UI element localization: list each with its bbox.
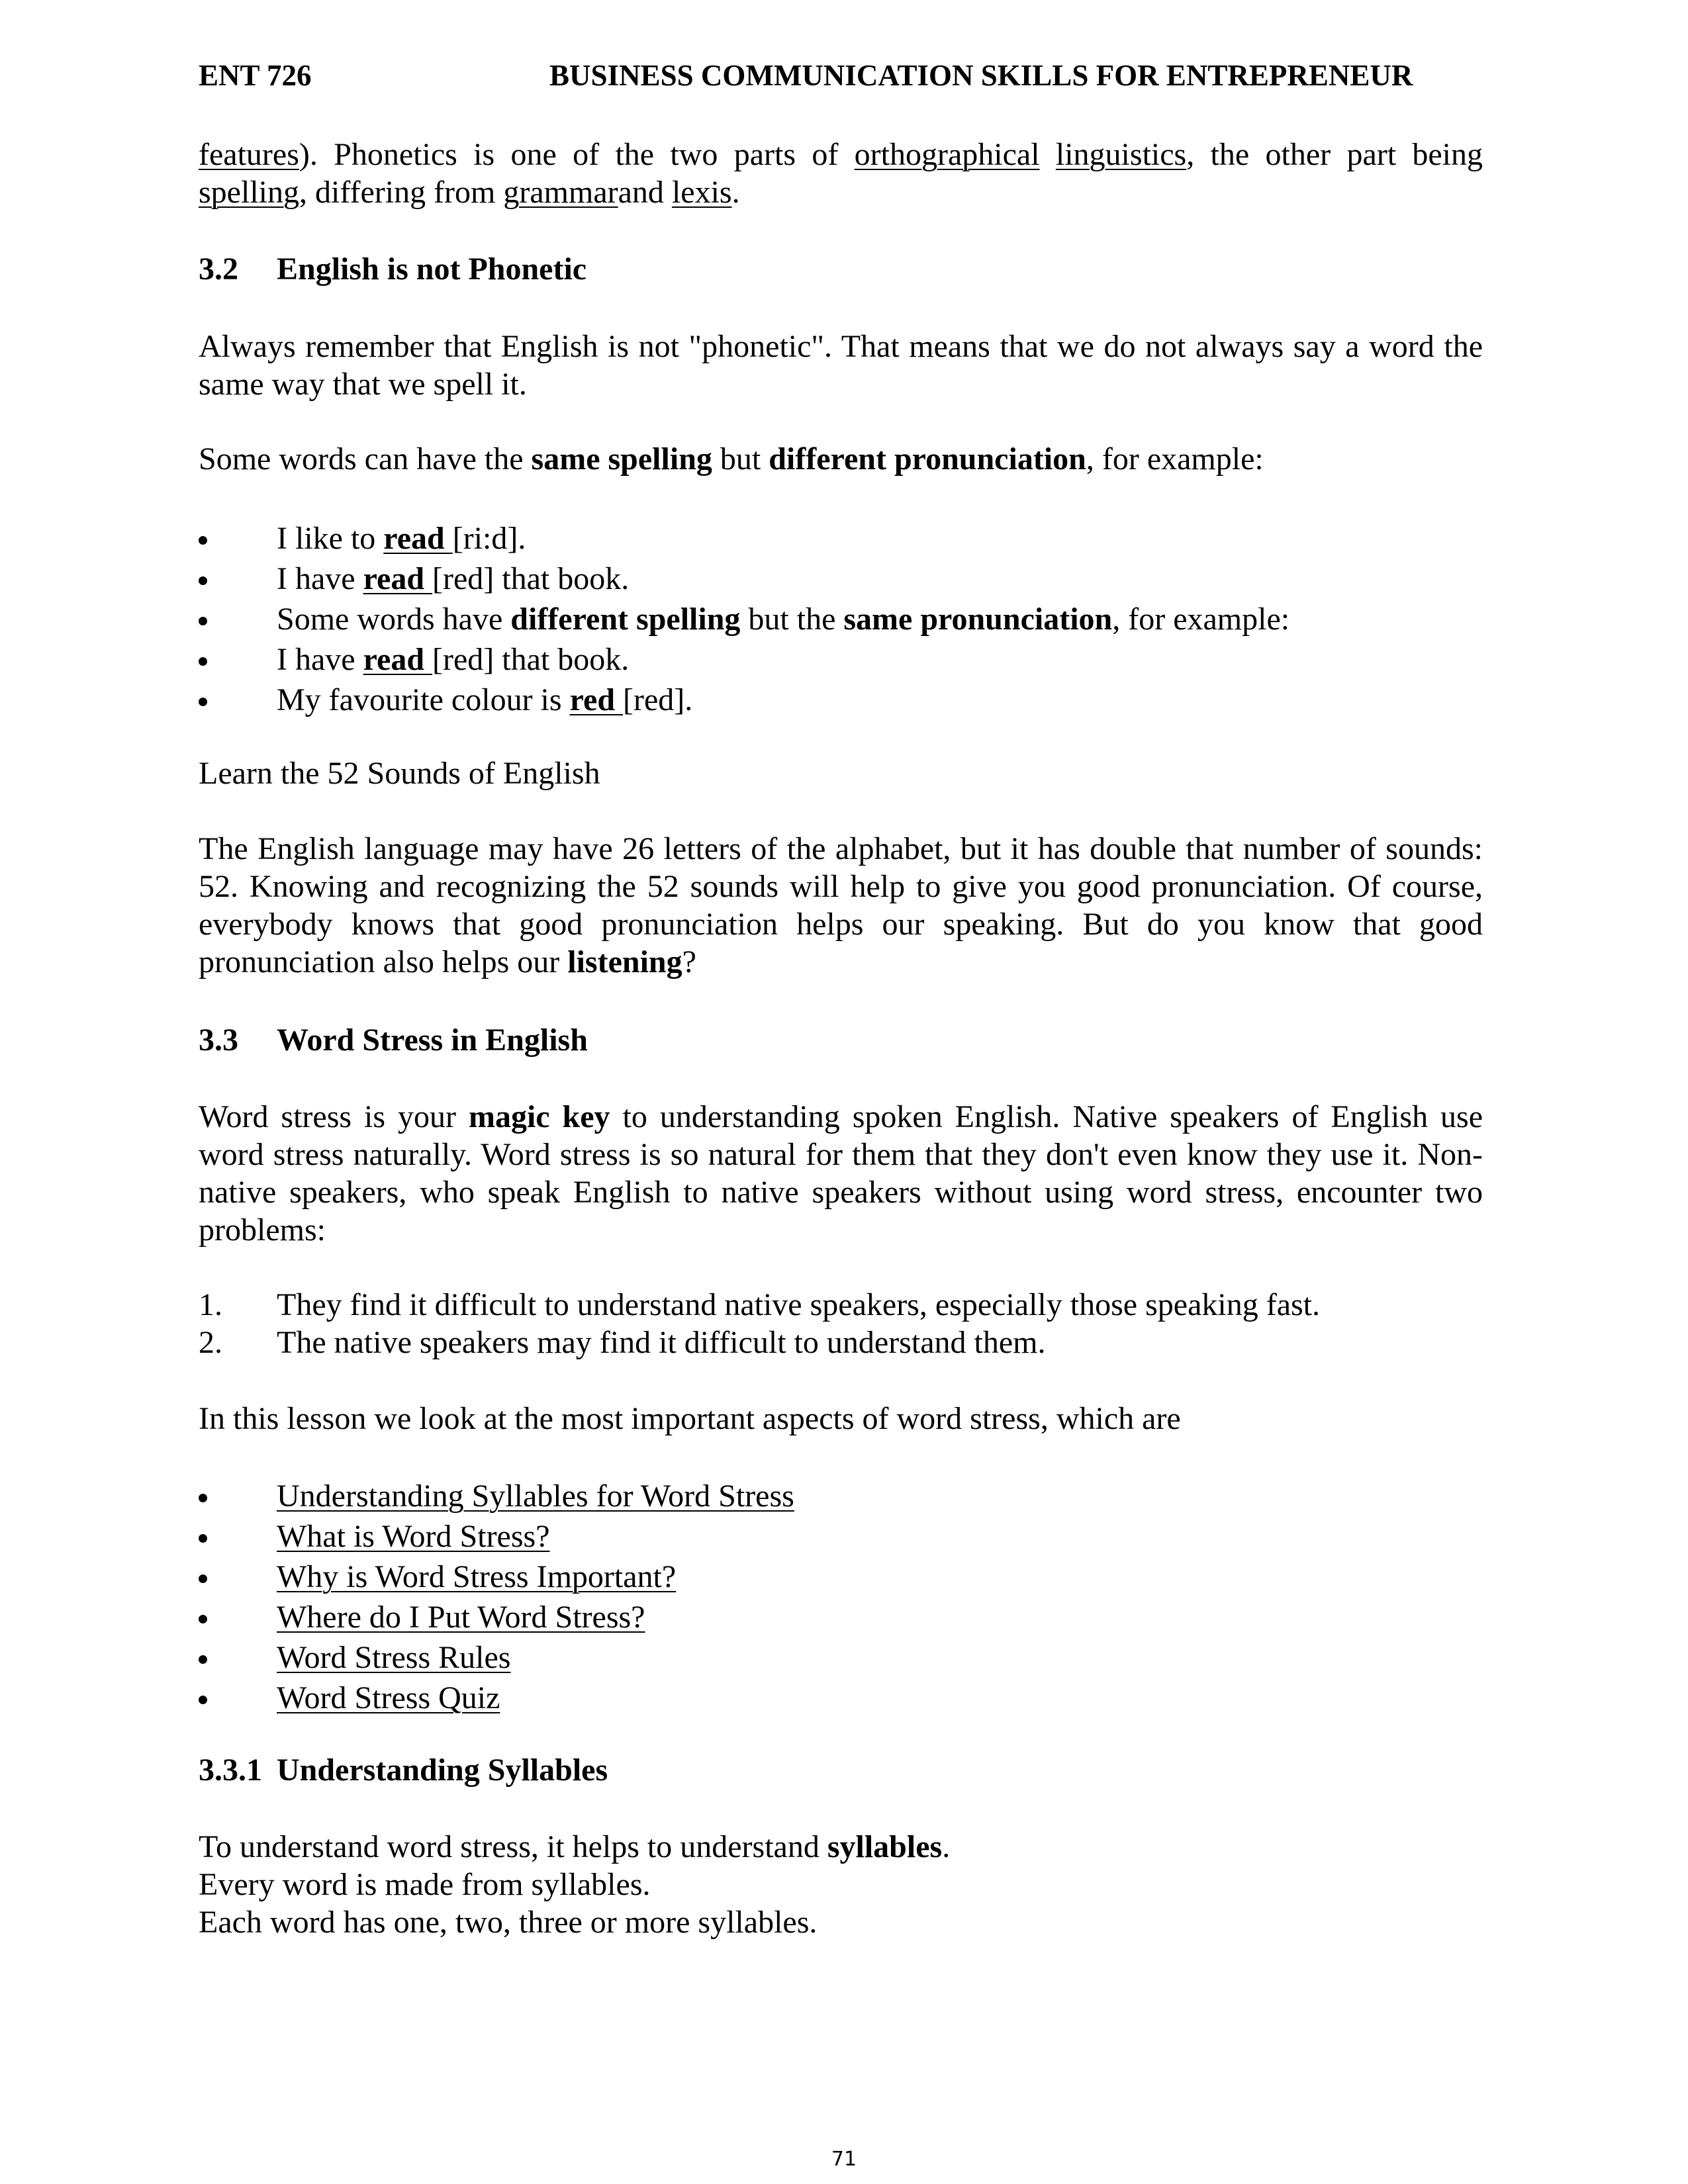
list-item: 2. The native speakers may find it difficult to understand them.	[199, 1325, 1046, 1360]
example-bullet-list	[199, 518, 1483, 720]
link-word-stress-rules[interactable]: Word Stress Rules	[277, 1640, 511, 1675]
link-linguistics[interactable]: linguistics	[1055, 137, 1187, 172]
link-where-put-stress[interactable]: Where do I Put Word Stress?	[277, 1600, 645, 1635]
link-features[interactable]: features	[199, 137, 299, 172]
heading-3-2	[199, 250, 1483, 288]
aspects-intro: In this lesson we look at the most important aspects of word stress, which are	[199, 1401, 1181, 1436]
intro-paragraph: features). Phonetics is one of the two parts of orthographical linguistics, the other part being spelling, differing from grammarand lexis.	[199, 137, 1483, 210]
link-understanding-syllables[interactable]: Understanding Syllables for Word Stress	[277, 1479, 794, 1514]
list-item	[199, 1637, 1483, 1678]
link-lexis[interactable]: lexis	[671, 175, 732, 210]
sounds-title: Learn the 52 Sounds of English	[199, 756, 600, 791]
section-title: Word Stress in English	[277, 1023, 588, 1058]
section-title: English is not Phonetic	[277, 251, 587, 287]
heading-3-3	[199, 1021, 1483, 1059]
section-number: 3.2	[199, 251, 238, 287]
section-title: Understanding Syllables	[277, 1752, 608, 1788]
link-grammar[interactable]: grammar	[503, 175, 618, 210]
link-what-is-word-stress[interactable]: What is Word Stress?	[277, 1519, 550, 1554]
page-header	[199, 58, 1483, 95]
list-item: I like to read [ri:d].	[277, 521, 526, 556]
list-item	[199, 1516, 1483, 1557]
para-same-spelling: Some words can have the same spelling but different pronunciation, for example:	[199, 441, 1264, 477]
link-why-important[interactable]: Why is Word Stress Important?	[277, 1559, 677, 1594]
problems-list	[199, 1286, 1483, 1361]
link-orthographical[interactable]: orthographical	[854, 137, 1040, 172]
list-item	[199, 1597, 1483, 1637]
syllables-paragraph: To understand word stress, it helps to understand syllables. Every word is made from syllables. Each word has one, two, three or more syllables.	[199, 1829, 951, 1940]
word-stress-paragraph: Word stress is your magic key to understanding spoken English. Native speakers of English use word stress naturally. Word stress is so natural for them that they don't even know they use it. Non-native speakers, who speak English to native speakers without using word stress, encounter two problems:	[199, 1099, 1483, 1248]
page-number: 71	[831, 2148, 857, 2171]
section-number: 3.3	[199, 1023, 238, 1058]
list-item: 1. They find it difficult to understand native speakers, especially those speaking fast.	[199, 1287, 1321, 1322]
list-item	[199, 1476, 1483, 1516]
list-item: I have read [red] that book.	[277, 561, 630, 596]
heading-3-3-1	[199, 1751, 1483, 1789]
course-title: BUSINESS COMMUNICATION SKILLS FOR ENTREPRENEUR	[549, 59, 1413, 92]
para-not-phonetic: Always remember that English is not "phonetic". That means that we do not always say a word the same way that we spell it.	[199, 329, 1483, 402]
link-word-stress-quiz[interactable]: Word Stress Quiz	[277, 1680, 500, 1715]
list-item	[199, 1557, 1483, 1597]
aspects-link-list	[199, 1476, 1483, 1718]
link-spelling[interactable]: spelling	[199, 175, 299, 210]
list-item: I have read [red] that book.	[277, 642, 630, 677]
sounds-paragraph: The English language may have 26 letters of the alphabet, but it has double that number of sounds: 52. Knowing and recognizing the 52 sounds will help to give you good pronunciation. Of course, everybody knows that good pronunciation helps our speaking. But do you know that good pronunciation also helps our listening?	[199, 831, 1483, 979]
list-item	[199, 1678, 1483, 1718]
course-code: ENT 726	[199, 59, 312, 92]
list-item: Some words have different spelling but the same pronunciation, for example:	[277, 602, 1290, 637]
section-number: 3.3.1	[199, 1752, 262, 1788]
list-item: My favourite colour is red [red].	[277, 682, 693, 717]
